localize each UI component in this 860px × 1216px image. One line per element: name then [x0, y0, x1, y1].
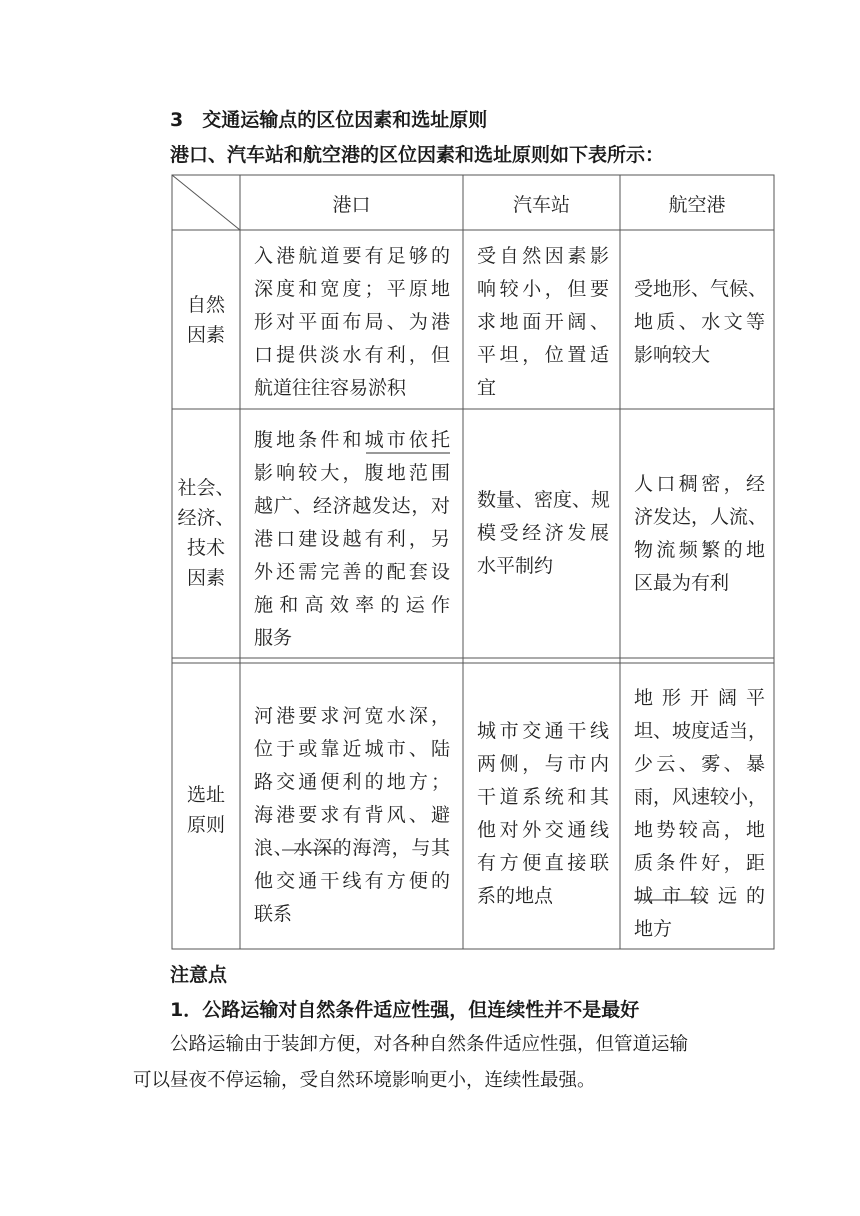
header-airport: 航空港 — [668, 194, 726, 216]
notes-point-title: 1．公路运输对自然条件适应性强，但连续性并不是最好 — [170, 999, 640, 1021]
port-social-line-1: 腹地条件和城市依托 — [254, 429, 450, 451]
header-port: 港口 — [332, 194, 371, 216]
notes-paragraph-line-1: 公路运输由于装卸方便，对各种自然条件适应性强，但管道运输 — [170, 1034, 689, 1055]
cell-bus-social: 数量、密度、规 模受经济发展 水平制约 — [477, 489, 611, 577]
cell-port-social: 腹地条件和城市依托 影响较大，腹地范围 越广、经济越发达，对 港口建设越有利，另 外还需完善的配套设 施和高效率的运作 服务 — [254, 424, 450, 655]
cell-bus-natural: 受自然因素影 响较小，但要 求地面开阔、 平坦，位置适 宜 — [477, 245, 609, 399]
cell-port-siting: 河港要求河宽水深， 位于或靠近城市、陆 路交通便利的地方； 海港要求有背风、避 浪、水深的海湾，与其 他交通干线有方便的 联系 — [254, 705, 450, 925]
section-intro: 港口、汽车站和航空港的区位因素和选址原则如下表所示： — [170, 144, 665, 166]
row-label-siting: 选址 原则 — [186, 784, 225, 836]
cell-bus-siting: 城市交通干线 两侧，与市内 干道系统和其 他对外交通线 有方便直接联 系的地点 — [477, 720, 609, 907]
notes-paragraph-line-2: 可以昼夜不停运输，受自然环境影响更小，连续性最强。 — [133, 1070, 596, 1091]
notes-title: 注意点 — [170, 964, 228, 986]
header-bus-station: 汽车站 — [512, 194, 570, 216]
section-title: 3 交通运输点的区位因素和选址原则 — [170, 109, 488, 131]
cell-port-natural: 入港航道要有足够的 深度和宽度；平原地 形对平面布局、为港 口提供淡水有利，但 航道往往容易淤积 — [254, 245, 450, 399]
cell-airport-natural: 受地形、气候、 地质、水文等 影响较大 — [634, 278, 768, 366]
row-label-natural: 自然 因素 — [186, 294, 225, 346]
cell-airport-social: 人口稠密，经 济发达，人流、 物流频繁的地 区最为有利 — [634, 473, 768, 594]
row-label-social: 社会、 经济、 技术 因素 — [177, 477, 235, 589]
cell-airport-siting: 地形开阔平 坦、坡度适当， 少云、雾、暴 雨，风速较小， 地势较高，地 质条件好，距 城市较远的 地方 — [634, 687, 768, 940]
